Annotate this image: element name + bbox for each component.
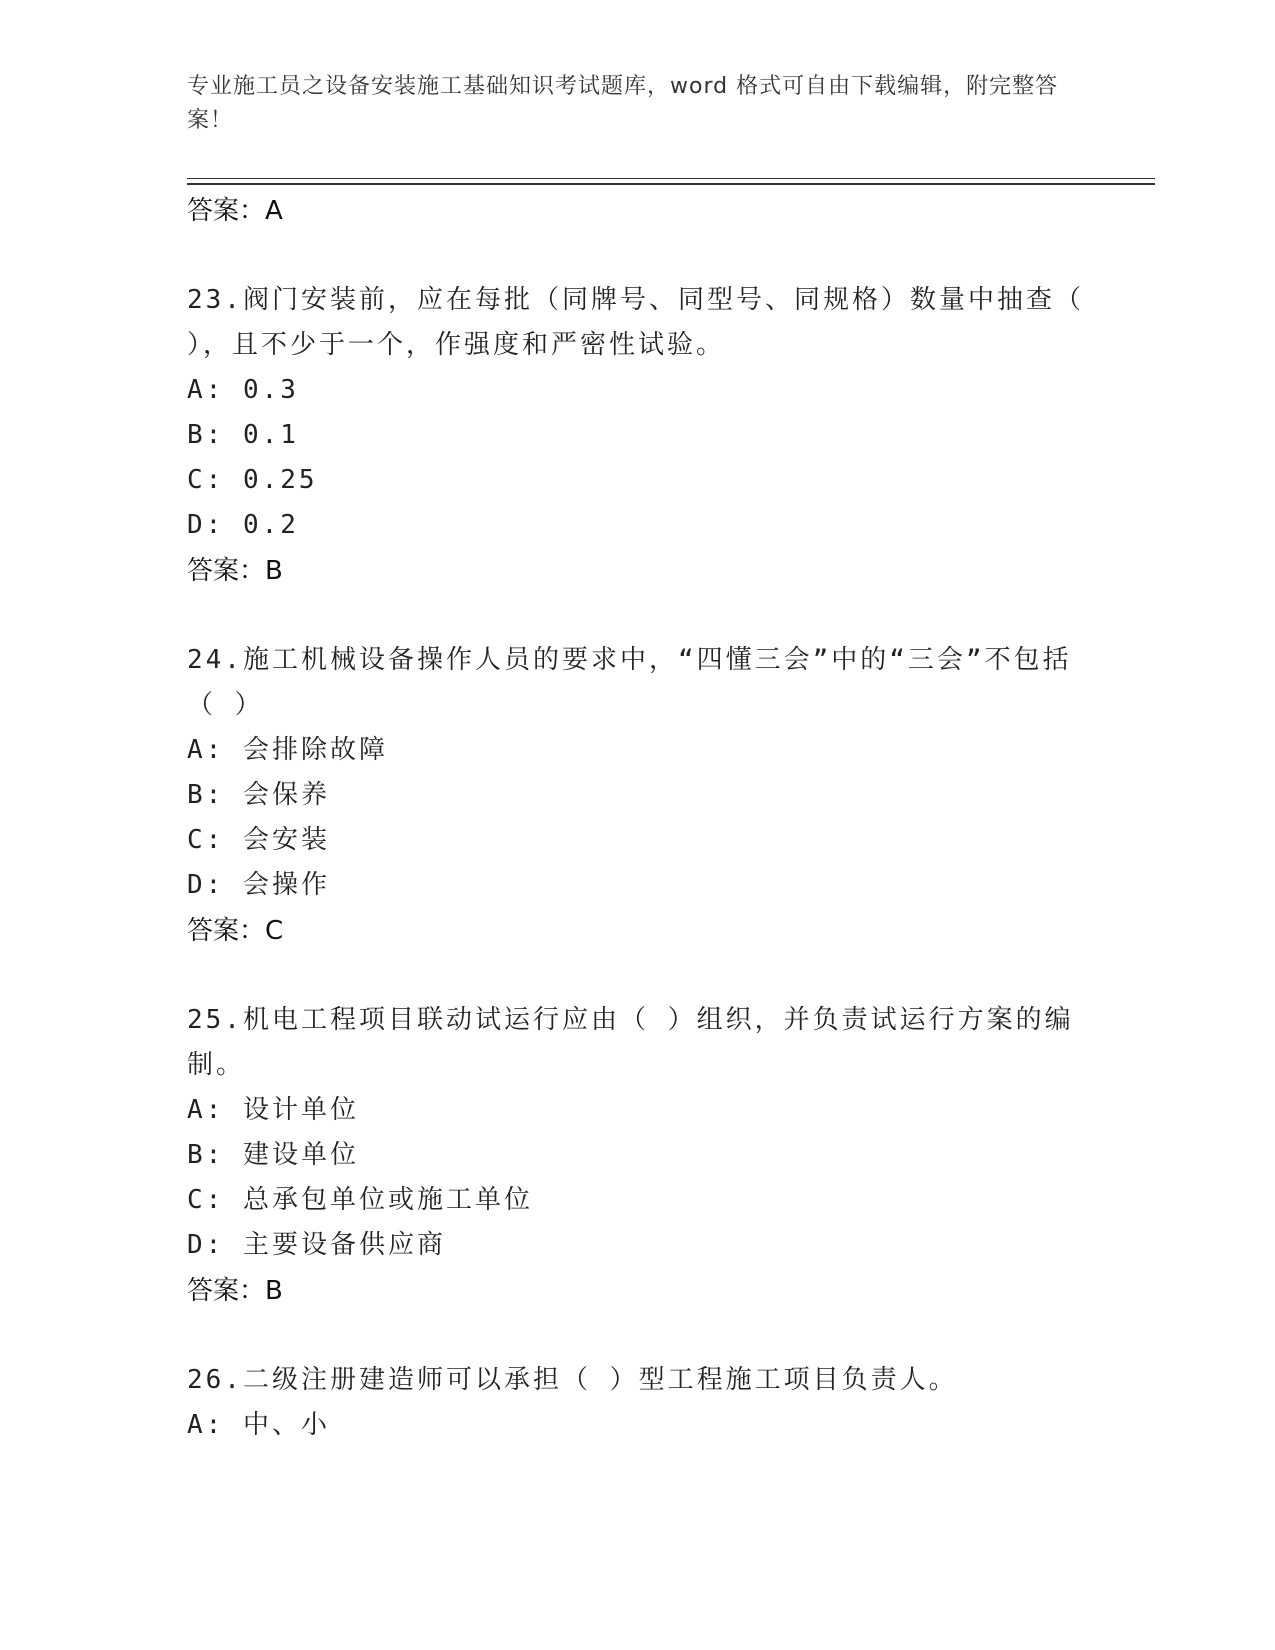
option-key: C: — [187, 825, 225, 855]
option-item — [187, 1088, 1087, 1133]
option-text: 建设单位 — [242, 1140, 359, 1170]
question-item — [187, 278, 1087, 594]
option-text: 会操作 — [242, 870, 330, 900]
option-text: 0.3 — [242, 375, 299, 405]
option-item — [187, 503, 1087, 548]
answer-value: B — [265, 556, 283, 586]
answer-label: 答案： — [187, 196, 266, 226]
option-key: A: — [187, 375, 225, 405]
option-item — [187, 818, 1087, 863]
answer-label: 答案： — [187, 1276, 266, 1306]
answer-value: C — [265, 916, 284, 946]
option-item — [187, 458, 1087, 503]
question-list — [187, 188, 1087, 1448]
answer-value: A — [265, 196, 283, 226]
option-text: 总承包单位或施工单位 — [242, 1185, 533, 1215]
option-key: B: — [187, 780, 225, 810]
option-item — [187, 1403, 1087, 1448]
option-key: B: — [187, 1140, 225, 1170]
option-key: D: — [187, 1230, 225, 1260]
option-item — [187, 773, 1087, 818]
option-text: 主要设备供应商 — [242, 1230, 446, 1260]
option-text: 设计单位 — [242, 1095, 359, 1125]
answer-line — [187, 548, 1087, 594]
header-divider-thin — [187, 178, 1155, 179]
answer-line — [187, 188, 1087, 234]
answer-label: 答案： — [187, 556, 266, 586]
option-item — [187, 728, 1087, 773]
option-key: A: — [187, 735, 225, 765]
option-text: 会保养 — [242, 780, 330, 810]
option-text: 中、小 — [242, 1410, 330, 1440]
option-key: C: — [187, 1185, 225, 1215]
question-stem: 23.阀门安装前，应在每批（同牌号、同型号、同规格）数量中抽查（ ），且不少于一个，作强度和严密性试验。 — [187, 285, 1084, 360]
option-item — [187, 368, 1087, 413]
question-stem: 25.机电工程项目联动试运行应由（ ）组织，并负责试运行方案的编制。 — [187, 1005, 1074, 1080]
option-text: 0.25 — [242, 465, 318, 495]
option-key: D: — [187, 510, 225, 540]
answer-line — [187, 908, 1087, 954]
option-item — [187, 1133, 1087, 1178]
question-item — [187, 1358, 1087, 1448]
option-key: C: — [187, 465, 225, 495]
answer-value: B — [265, 1276, 283, 1306]
question-stem: 24.施工机械设备操作人员的要求中，“四懂三会”中的“三会”不包括（ ） — [187, 645, 1072, 720]
option-key: A: — [187, 1095, 225, 1125]
answer-label: 答案： — [187, 916, 266, 946]
option-item — [187, 1223, 1087, 1268]
question-item — [187, 638, 1087, 954]
option-key: D: — [187, 870, 225, 900]
question-item — [187, 998, 1087, 1314]
question-stem: 26.二级注册建造师可以承担（ ）型工程施工项目负责人。 — [187, 1365, 958, 1395]
answer-line — [187, 1268, 1087, 1314]
option-item — [187, 863, 1087, 908]
document-header: 专业施工员之设备安装施工基础知识考试题库，word 格式可自由下载编辑，附完整答案！ — [187, 74, 1059, 133]
option-text: 0.2 — [242, 510, 299, 540]
header-divider-thick — [187, 183, 1155, 185]
option-text: 会排除故障 — [242, 735, 388, 765]
option-item — [187, 413, 1087, 458]
option-item — [187, 1178, 1087, 1223]
option-text: 会安装 — [242, 825, 330, 855]
option-key: B: — [187, 420, 225, 450]
option-key: A: — [187, 1410, 225, 1440]
option-text: 0.1 — [242, 420, 299, 450]
